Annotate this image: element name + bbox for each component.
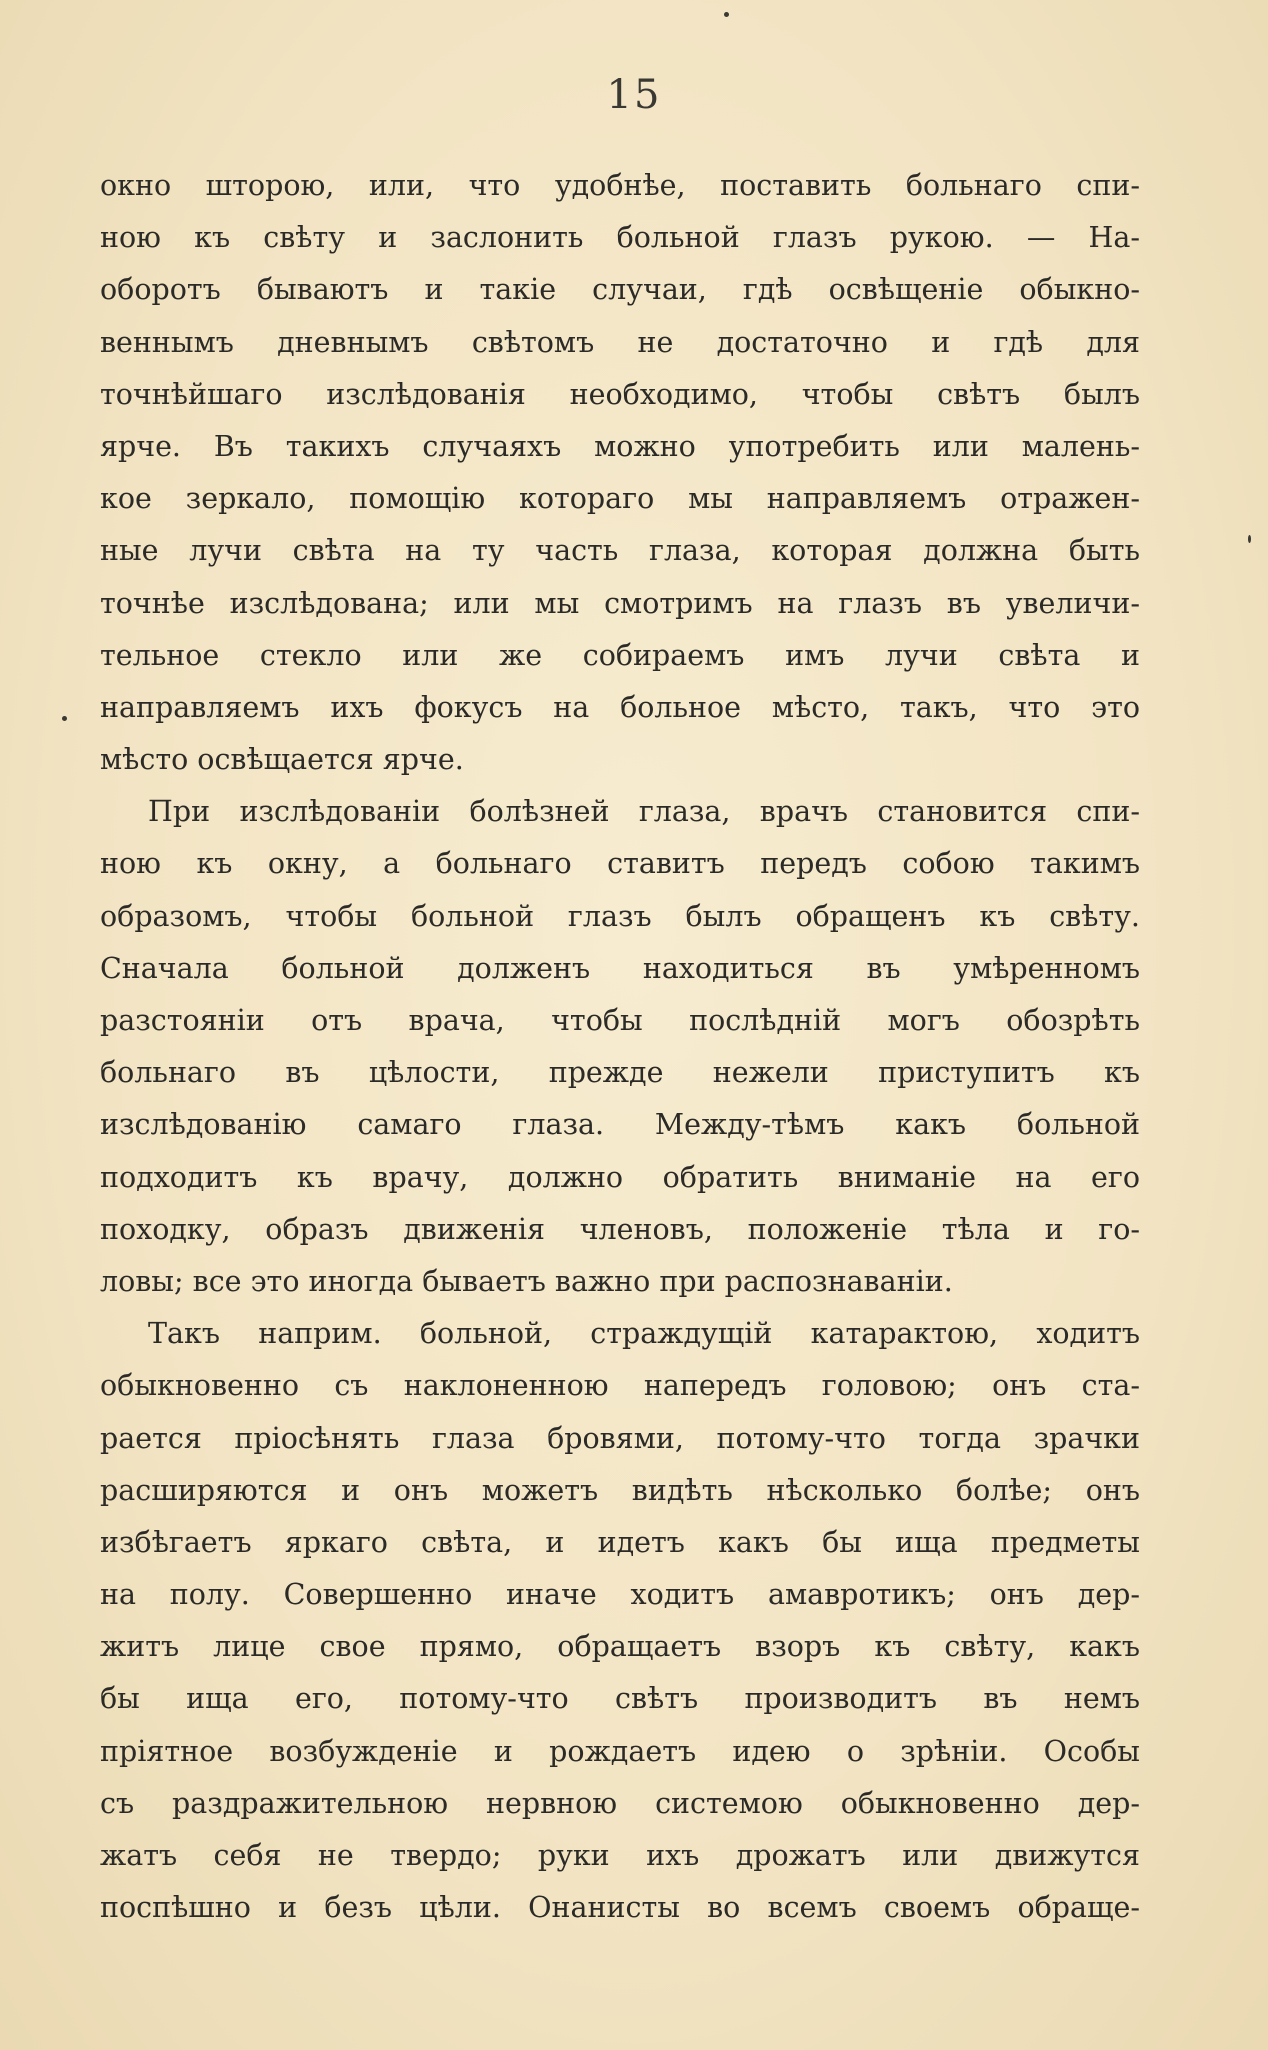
paper-speck bbox=[62, 716, 67, 721]
text-line: житъ лице свое прямо, обращаетъ взоръ къ свѣту, какъ bbox=[100, 1630, 1140, 1664]
text-line: рается пріосѣнять глаза бровями, потому-что тогда зрачки bbox=[100, 1421, 1140, 1455]
text-line: избѣгаетъ яркаго свѣта, и идетъ какъ бы ища предметы bbox=[100, 1525, 1140, 1559]
body-text bbox=[100, 160, 1140, 1934]
text-line: съ раздражительною нервною системою обыкновенно дер- bbox=[100, 1786, 1140, 1820]
text-line: на полу. Совершенно иначе ходитъ амавротикъ; онъ дер- bbox=[100, 1578, 1140, 1612]
paper-speck bbox=[1248, 535, 1251, 543]
text-line: ярче. Въ такихъ случаяхъ можно употребить или малень- bbox=[100, 429, 1140, 463]
page-number: 15 bbox=[606, 72, 662, 118]
text-line: разстояніи отъ врача, чтобы послѣдній могъ обозрѣть bbox=[100, 1004, 1140, 1037]
text-line: жатъ себя не твердо; руки ихъ дрожатъ или движутся bbox=[100, 1839, 1140, 1872]
text-line: подходитъ къ врачу, должно обратить вниманіе на его bbox=[100, 1160, 1140, 1194]
paper-speck bbox=[724, 12, 729, 17]
text-line: При изслѣдованіи болѣзней глаза, врачъ становится спи- bbox=[148, 795, 1140, 829]
text-line: точнѣе изслѣдована; или мы смотримъ на глазъ въ увеличи- bbox=[100, 586, 1140, 620]
text-line: больнаго въ цѣлости, прежде нежели приступитъ къ bbox=[100, 1056, 1140, 1090]
text-line: Такъ наприм. больной, страждущій катарактою, ходитъ bbox=[148, 1317, 1140, 1351]
text-line: ною къ окну, а больнаго ставитъ передъ собою такимъ bbox=[100, 847, 1140, 881]
text-line: мѣсто освѣщается ярче. bbox=[100, 743, 464, 777]
text-line: ною къ свѣту и заслонить больной глазъ рукою. — На- bbox=[100, 221, 1140, 255]
text-line: направляемъ ихъ фокусъ на больное мѣсто, такъ, что это bbox=[100, 690, 1140, 724]
text-line: обыкновенно съ наклоненною напередъ головою; онъ ста- bbox=[100, 1369, 1140, 1403]
text-line: веннымъ дневнымъ свѣтомъ не достаточно и гдѣ для bbox=[100, 325, 1140, 359]
text-line: изслѣдованію самаго глаза. Между-тѣмъ какъ больной bbox=[100, 1108, 1140, 1142]
text-line: окно шторою, или, что удобнѣе, поставить больнаго спи- bbox=[100, 169, 1140, 202]
text-line: поспѣшно и безъ цѣли. Онанисты во всемъ своемъ обраще- bbox=[100, 1891, 1140, 1925]
text-line: бы ища его, потому-что свѣтъ производитъ въ немъ bbox=[100, 1682, 1140, 1716]
text-line: расширяются и онъ можетъ видѣть нѣсколько болѣе; онъ bbox=[100, 1473, 1140, 1507]
text-line: ловы; все это иногда бываетъ важно при распознаваніи. bbox=[100, 1264, 953, 1298]
text-line: Сначала больной долженъ находиться въ умѣренномъ bbox=[100, 951, 1140, 985]
text-line: оборотъ бываютъ и такіе случаи, гдѣ освѣщеніе обыкно- bbox=[100, 273, 1140, 307]
text-line: образомъ, чтобы больной глазъ былъ обращенъ къ свѣту. bbox=[100, 899, 1140, 933]
text-line: ные лучи свѣта на ту часть глаза, которая должна быть bbox=[100, 534, 1140, 568]
text-line: кое зеркало, помощію котораго мы направляемъ отражен- bbox=[100, 482, 1140, 516]
text-line: пріятное возбужденіе и рождаетъ идею о зрѣніи. Особы bbox=[100, 1734, 1140, 1768]
text-line: точнѣйшаго изслѣдованія необходимо, чтобы свѣтъ былъ bbox=[100, 377, 1140, 411]
text-line: тельное стекло или же собираемъ имъ лучи свѣта и bbox=[100, 638, 1140, 672]
text-line: походку, образъ движенія членовъ, положеніе тѣла и го- bbox=[100, 1212, 1140, 1246]
